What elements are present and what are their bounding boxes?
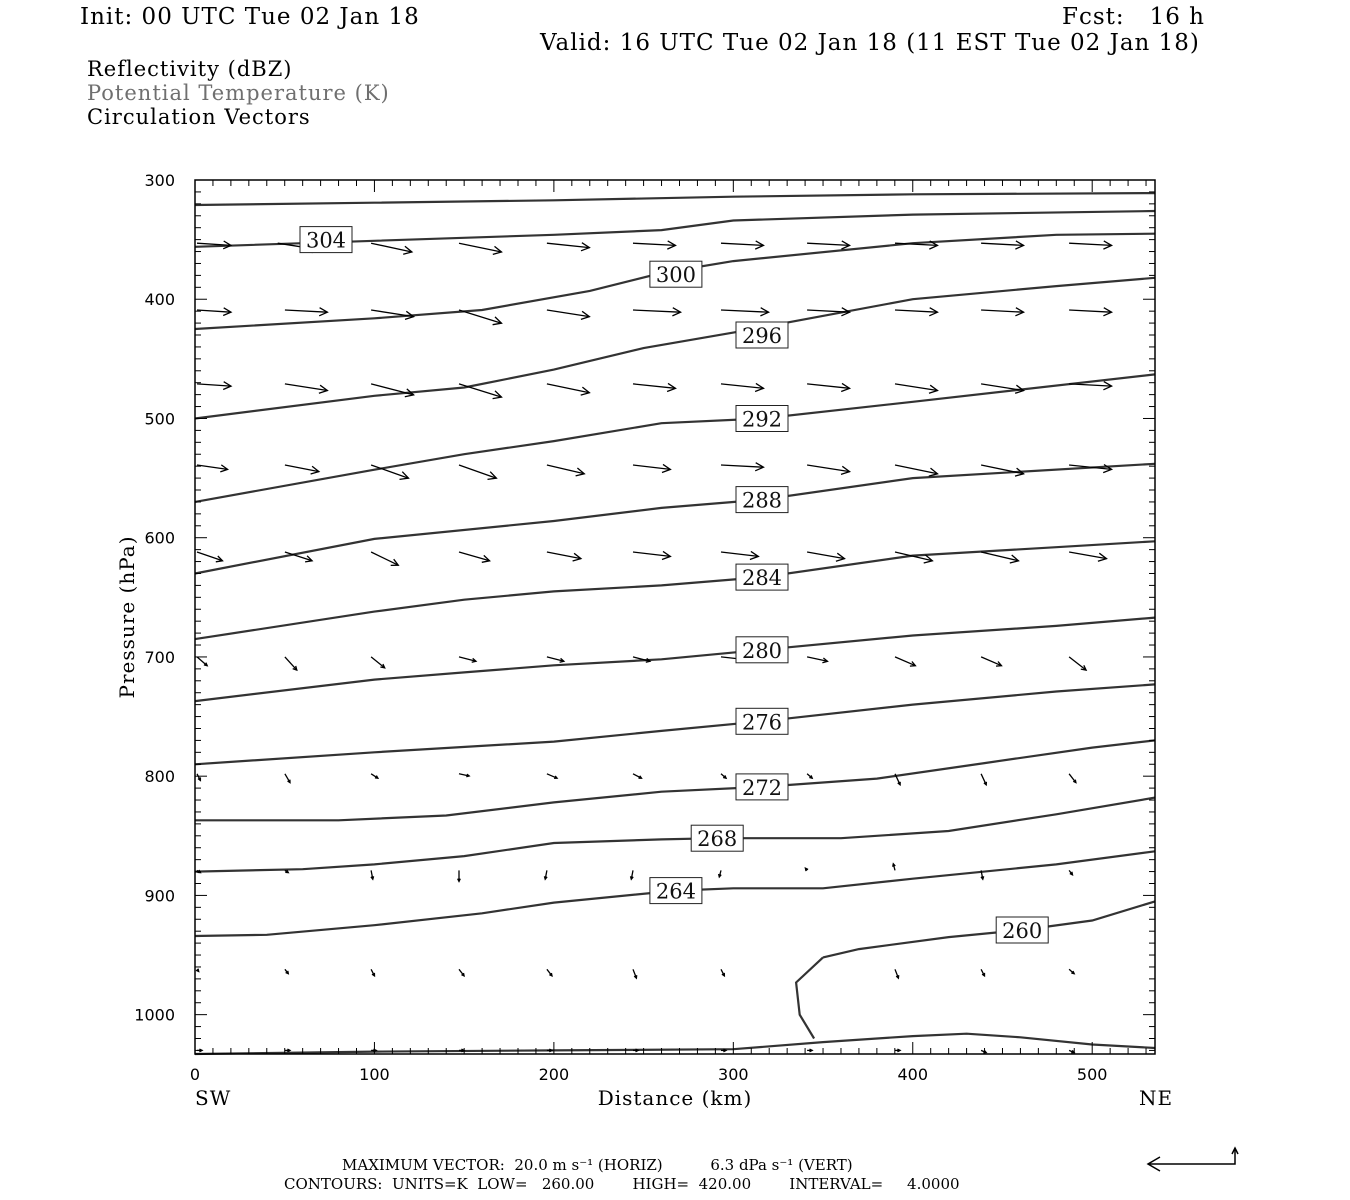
circulation-vector bbox=[197, 465, 228, 472]
contour-label-304 bbox=[300, 227, 352, 253]
theta-contour-288 bbox=[195, 464, 1155, 574]
x-tick-label: 100 bbox=[359, 1065, 390, 1084]
circulation-vector bbox=[371, 657, 385, 668]
circulation-vector bbox=[981, 969, 984, 976]
theta-contour-268 bbox=[195, 798, 1155, 872]
contour-label-292 bbox=[736, 406, 788, 432]
circulation-vector bbox=[459, 657, 476, 662]
circulation-vector bbox=[547, 465, 584, 476]
contour-label-text: 296 bbox=[741, 324, 783, 348]
circulation-vector bbox=[807, 1049, 812, 1052]
circulation-vector bbox=[285, 308, 328, 316]
circulation-vector bbox=[721, 241, 764, 249]
circulation-vector bbox=[981, 1050, 986, 1053]
circulation-vector bbox=[1069, 657, 1086, 670]
circulation-vector bbox=[807, 383, 850, 391]
theta-contour-280 bbox=[195, 618, 1155, 702]
y-tick-label: 300 bbox=[144, 171, 175, 190]
circulation-vector bbox=[721, 551, 758, 559]
circulation-vector bbox=[981, 308, 1024, 316]
contour-label-264 bbox=[650, 878, 702, 904]
y-tick-label: 1000 bbox=[134, 1005, 175, 1025]
contour-label-text: 300 bbox=[655, 263, 696, 288]
circulation-vector bbox=[459, 465, 496, 479]
circulation-vector bbox=[371, 774, 378, 778]
circulation-vector bbox=[547, 243, 590, 251]
contour-label-300 bbox=[650, 261, 702, 287]
circulation-vector bbox=[633, 464, 670, 472]
contour-label-284 bbox=[736, 564, 788, 590]
circulation-vector bbox=[544, 870, 547, 879]
circulation-vector bbox=[1069, 1050, 1074, 1053]
circulation-vectors bbox=[196, 241, 1112, 1053]
circulation-vector bbox=[633, 241, 676, 249]
circulation-vector bbox=[633, 308, 681, 316]
contour-label-text: 276 bbox=[741, 710, 783, 735]
circulation-vector bbox=[547, 657, 564, 662]
circulation-vector bbox=[633, 551, 670, 559]
circulation-vector bbox=[807, 552, 844, 561]
axis-tick-labels bbox=[134, 171, 1107, 1084]
x-axis-title: Distance (km) bbox=[597, 1086, 753, 1110]
y-axis-title: Pressure (hPa) bbox=[115, 535, 139, 699]
theta-contour-284 bbox=[195, 541, 1155, 639]
contour-label-text: 304 bbox=[305, 228, 347, 253]
circulation-vector bbox=[721, 774, 726, 778]
circulation-vector bbox=[807, 465, 850, 474]
contour-label-272 bbox=[736, 774, 788, 800]
circulation-vector bbox=[807, 657, 827, 663]
circulation-vector bbox=[197, 657, 207, 666]
circulation-vector bbox=[805, 868, 808, 871]
circulation-vector bbox=[633, 969, 637, 978]
x-tick-label: 0 bbox=[189, 1065, 201, 1084]
circulation-vector bbox=[459, 552, 490, 562]
circulation-vector bbox=[285, 1049, 290, 1052]
circulation-vector bbox=[196, 969, 199, 972]
theta-contour-292 bbox=[195, 374, 1155, 502]
circulation-vector bbox=[1069, 241, 1112, 249]
circulation-vector bbox=[285, 774, 290, 783]
circulation-vector bbox=[371, 870, 374, 879]
contour-label-260 bbox=[996, 917, 1048, 943]
circulation-vector bbox=[547, 384, 590, 395]
theta-contour-272 bbox=[195, 740, 1155, 820]
contour-label-text: 292 bbox=[741, 407, 783, 432]
circulation-vector bbox=[981, 241, 1024, 249]
x-tick-label: 200 bbox=[538, 1065, 570, 1084]
contour-label-text: 260 bbox=[1002, 919, 1043, 943]
circulation-vector bbox=[895, 308, 938, 316]
circulation-vector bbox=[721, 463, 764, 471]
circulation-vector bbox=[981, 774, 986, 785]
circulation-vector bbox=[633, 383, 676, 391]
circulation-vector bbox=[721, 383, 764, 391]
valid-time: Valid: 16 UTC Tue 02 Jan 18 (11 EST Tue 02 Jan 18) bbox=[540, 30, 1200, 56]
circulation-vector bbox=[631, 870, 634, 879]
contour-label-text: 268 bbox=[697, 827, 738, 852]
circulation-vector bbox=[719, 870, 722, 877]
theta-contour-276 bbox=[195, 684, 1155, 764]
x-axis-left-label: SW bbox=[195, 1086, 232, 1110]
contour-label-text: 280 bbox=[741, 638, 783, 663]
circulation-vector bbox=[458, 870, 461, 881]
circulation-vector bbox=[895, 657, 915, 666]
x-tick-label: 500 bbox=[1076, 1065, 1108, 1084]
circulation-vector bbox=[371, 969, 374, 976]
y-tick-label: 600 bbox=[144, 528, 175, 548]
circulation-vector bbox=[197, 774, 200, 781]
theta-contour-unlabeled-13 bbox=[796, 957, 823, 1038]
max-vector-note: MAXIMUM VECTOR: 20.0 m s⁻¹ (HORIZ) 6.3 dPa s⁻¹ (VERT) bbox=[342, 1156, 853, 1174]
forecast-hour: Fcst: 16 h bbox=[1062, 4, 1205, 30]
contour-label-288 bbox=[736, 487, 788, 513]
contour-label-text: 284 bbox=[741, 566, 783, 591]
field-reflectivity: Reflectivity (dBZ) bbox=[87, 57, 293, 81]
contour-label-268 bbox=[691, 825, 743, 851]
circulation-vector bbox=[197, 382, 231, 390]
y-tick-label: 800 bbox=[144, 767, 175, 787]
circulation-vector bbox=[895, 969, 899, 978]
y-tick-label: 400 bbox=[144, 290, 175, 310]
y-tick-label: 700 bbox=[144, 647, 175, 667]
circulation-vector bbox=[981, 657, 1001, 666]
contour-label-296 bbox=[736, 322, 788, 348]
circulation-vector bbox=[197, 308, 231, 316]
circulation-vector bbox=[1069, 552, 1106, 561]
circulation-vector bbox=[895, 465, 938, 476]
circulation-vector bbox=[981, 552, 1018, 563]
circulation-vector bbox=[459, 969, 464, 976]
circulation-vector bbox=[895, 384, 938, 393]
field-theta: Potential Temperature (K) bbox=[87, 81, 390, 105]
circulation-vector bbox=[1069, 774, 1076, 783]
circulation-vector bbox=[633, 774, 642, 778]
circulation-vector bbox=[285, 384, 328, 393]
field-vectors: Circulation Vectors bbox=[87, 105, 311, 129]
circulation-vector bbox=[547, 310, 590, 319]
circulation-vector bbox=[721, 969, 724, 976]
circulation-vector bbox=[285, 657, 297, 670]
circulation-vector bbox=[893, 864, 896, 871]
circulation-vector bbox=[371, 243, 412, 254]
circulation-vector bbox=[459, 243, 502, 254]
circulation-vector bbox=[807, 774, 812, 778]
contour-label-text: 272 bbox=[741, 775, 783, 800]
x-tick-label: 400 bbox=[897, 1065, 929, 1084]
circulation-vector bbox=[547, 774, 557, 779]
contour-info: CONTOURS: UNITS=K LOW= 260.00 HIGH= 420.00 INTERVAL= 4.0000 bbox=[284, 1175, 960, 1193]
x-tick-label: 300 bbox=[718, 1065, 749, 1084]
contour-label-280 bbox=[736, 637, 788, 663]
y-tick-label: 500 bbox=[144, 409, 175, 429]
circulation-vector bbox=[285, 969, 288, 973]
contour-label-276 bbox=[736, 708, 788, 734]
circulation-vector bbox=[1069, 870, 1072, 874]
init-time: Init: 00 UTC Tue 02 Jan 18 bbox=[80, 4, 420, 30]
circulation-vector bbox=[459, 310, 502, 325]
circulation-vector bbox=[285, 465, 319, 474]
circulation-vector bbox=[547, 969, 552, 976]
y-tick-label: 900 bbox=[144, 886, 175, 906]
circulation-vector bbox=[371, 552, 398, 565]
circulation-vector bbox=[1069, 308, 1112, 316]
circulation-vector bbox=[1069, 969, 1074, 973]
contour-label-text: 264 bbox=[655, 879, 696, 904]
circulation-vector bbox=[721, 308, 769, 316]
contour-label-text: 288 bbox=[741, 488, 783, 513]
reference-vector-icon bbox=[1148, 1148, 1238, 1171]
theta-contour-unlabeled-0 bbox=[195, 193, 1155, 205]
circulation-vector bbox=[197, 552, 223, 562]
circulation-vector bbox=[547, 552, 581, 561]
circulation-vector bbox=[459, 384, 502, 399]
theta-contour-296 bbox=[195, 278, 1155, 419]
x-axis-right-label: NE bbox=[1139, 1086, 1174, 1110]
circulation-vector bbox=[807, 241, 850, 249]
circulation-vector bbox=[895, 1049, 900, 1052]
theta-contour-260 bbox=[823, 901, 1155, 957]
circulation-vector bbox=[459, 774, 469, 777]
